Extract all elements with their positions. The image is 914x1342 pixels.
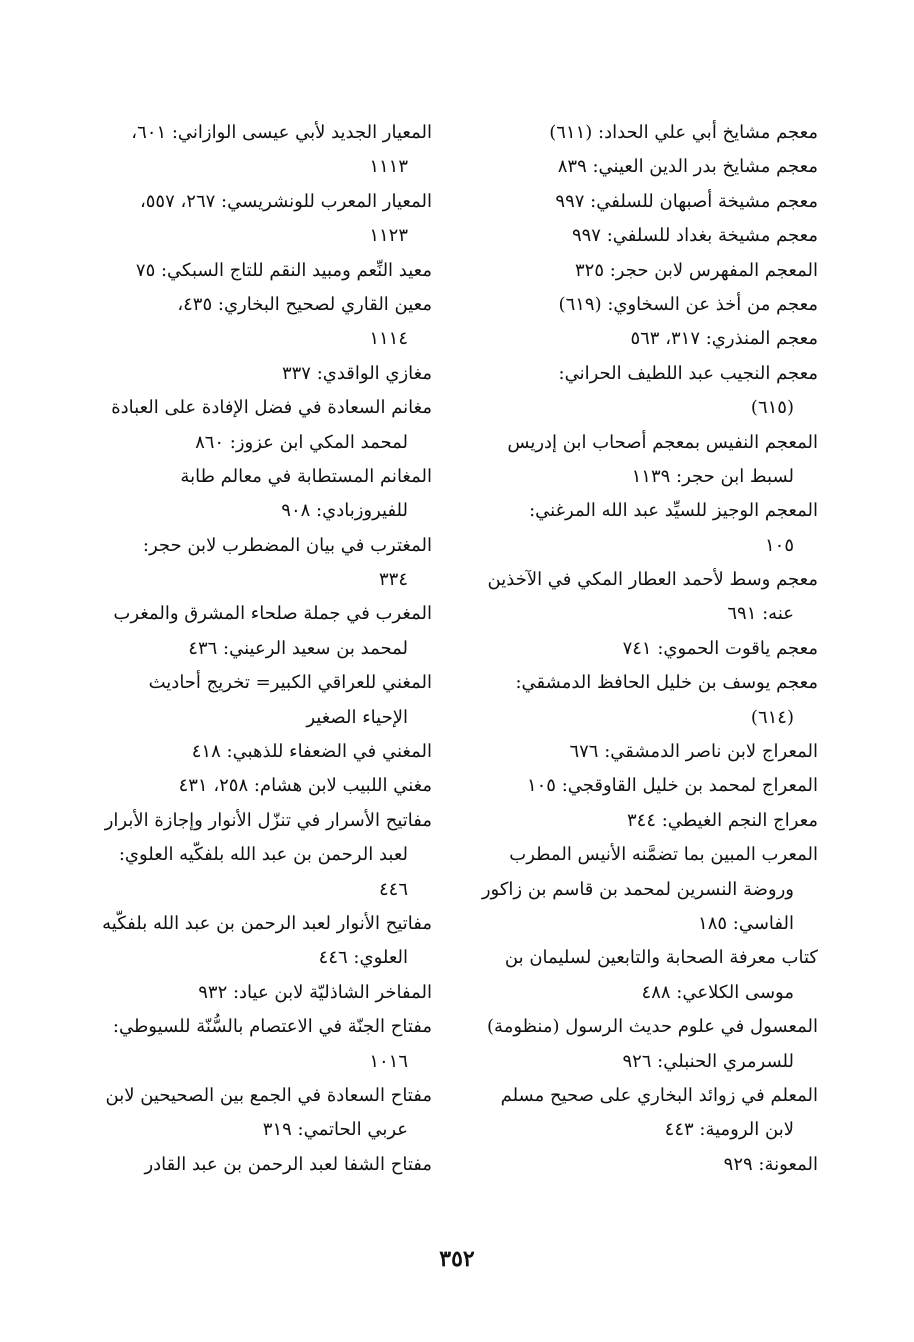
entry-continuation-line: لمحمد بن سعيد الرعيني: ٤٣٦ — [188, 637, 408, 659]
index-entry — [72, 804, 432, 907]
index-entry — [72, 666, 432, 735]
index-entry — [72, 391, 432, 460]
index-entry — [72, 976, 432, 1010]
index-entry — [458, 150, 818, 184]
entry-line: مغانم السعادة في فضل الإفادة على العبادة — [111, 397, 432, 419]
entry-continuation-line: لسبط ابن حجر: ١١٣٩ — [631, 465, 794, 487]
entry-line: معجم من أخذ عن السخاوي: (٦١٩) — [558, 293, 818, 315]
entry-line: معجم مشيخة أصبهان للسلفي: ٩٩٧ — [555, 190, 818, 212]
entry-line: مغني اللبيب لابن هشام: ٢٥٨، ٤٣١ — [178, 775, 432, 797]
index-entry — [458, 941, 818, 1010]
entry-line: مغازي الواقدي: ٣٣٧ — [281, 362, 432, 384]
index-entry — [72, 185, 432, 254]
index-entry — [458, 1010, 818, 1079]
index-entry — [72, 1010, 432, 1079]
index-entry — [72, 529, 432, 598]
index-entry — [458, 322, 818, 356]
index-entry — [458, 563, 818, 632]
entry-line: المعونة: ٩٢٩ — [723, 1153, 818, 1175]
index-entry — [458, 288, 818, 322]
entry-continuation-line: ٤٤٦ — [378, 878, 408, 900]
entry-line: مفتاح الجنّة في الاعتصام بالسُّنّة للسيوطي: — [112, 1016, 432, 1038]
entry-line: المعيار الجديد لأبي عيسى الوازاني: ٦٠١، — [131, 122, 432, 143]
entry-line: معجم مشايخ أبي علي الحداد: (٦١١) — [549, 122, 818, 143]
entry-line: معجم النجيب عبد اللطيف الحراني: — [558, 362, 818, 384]
entry-line: معجم وسط لأحمد العطار المكي في الآخذين — [487, 569, 818, 591]
entry-line: معين القاري لصحيح البخاري: ٤٣٥، — [177, 293, 432, 315]
index-entry — [458, 219, 818, 253]
entry-line: المعجم النفيس بمعجم أصحاب ابن إدريس — [507, 431, 818, 453]
index-entry — [458, 769, 818, 803]
index-entry — [458, 357, 818, 426]
index-entry — [458, 1148, 818, 1182]
entry-line: المغني في الضعفاء للذهبي: ٤١٨ — [191, 741, 432, 763]
entry-line: المغرب في جملة صلحاء المشرق والمغرب — [113, 603, 432, 625]
index-entry — [458, 804, 818, 838]
index-entry — [458, 838, 818, 941]
entry-line: المعسول في علوم حديث الرسول (منظومة) — [487, 1016, 818, 1038]
entry-continuation-line: (٦١٥) — [750, 397, 794, 419]
entry-continuation-line: العلوي: ٤٤٦ — [318, 947, 408, 969]
entry-continuation-line: لابن الرومية: ٤٤٣ — [664, 1119, 794, 1141]
entry-continuation-line: ١٠٥ — [764, 534, 794, 556]
entry-line: معجم المنذري: ٣١٧، ٥٦٣ — [630, 328, 818, 350]
entry-continuation-line: للسرمري الحنبلي: ٩٢٦ — [622, 1050, 794, 1072]
entry-line: المغني للعراقي الكبير= تخريج أحاديث — [148, 672, 432, 694]
entry-line: معجم يوسف بن خليل الحافظ الدمشقي: — [515, 672, 818, 694]
entry-line: المعراج لابن ناصر الدمشقي: ٦٧٦ — [569, 741, 818, 763]
entry-continuation-line: لمحمد المكي ابن عزوز: ٨٦٠ — [195, 431, 408, 453]
entry-continuation-line: الفاسي: ١٨٥ — [698, 912, 794, 934]
entry-line: مفاتيح الأنوار لعبد الرحمن بن عبد الله بلفكّيه — [102, 912, 432, 934]
entry-line: المفاخر الشاذليّة لابن عياد: ٩٣٢ — [198, 981, 432, 1003]
index-entry — [72, 357, 432, 391]
index-entry — [458, 632, 818, 666]
entry-line: المعجم الوجيز للسيِّد عبد الله المرغني: — [529, 500, 818, 522]
entry-continuation-line: ١٠١٦ — [369, 1050, 408, 1072]
entry-continuation-line: ١١١٤ — [369, 328, 408, 350]
index-column-right — [458, 116, 818, 1182]
entry-continuation-line: ٣٣٤ — [378, 569, 408, 591]
index-entry — [458, 735, 818, 769]
entry-line: مفتاح السعادة في الجمع بين الصحيحين لابن — [105, 1084, 432, 1106]
entry-line: المعلم في زوائد البخاري على صحيح مسلم — [500, 1084, 818, 1106]
index-entry — [458, 426, 818, 495]
entry-line: كتاب معرفة الصحابة والتابعين لسليمان بن — [504, 947, 818, 969]
entry-continuation-line: للفيروزبادي: ٩٠٨ — [281, 500, 408, 522]
index-entry — [72, 288, 432, 357]
entry-line: معراج النجم الغيطي: ٣٤٤ — [626, 809, 818, 831]
entry-continuation-line: (٦١٤) — [750, 706, 794, 728]
index-entry — [72, 735, 432, 769]
entry-continuation-line: موسى الكلاعي: ٤٨٨ — [641, 981, 794, 1003]
index-entry — [72, 460, 432, 529]
entry-line: معيد النِّعم ومبيد النقم للتاج السبكي: ٧٥ — [135, 259, 432, 281]
index-entry — [458, 116, 818, 150]
index-entry — [458, 254, 818, 288]
index-entry — [72, 1148, 432, 1182]
page-number: ٣٥٢ — [439, 1246, 475, 1272]
index-entry — [72, 597, 432, 666]
index-entry — [72, 907, 432, 976]
entry-continuation-line: عربي الحاتمي: ٣١٩ — [262, 1119, 408, 1141]
entry-line: معجم مشايخ بدر الدين العيني: ٨٣٩ — [557, 156, 818, 178]
entry-line: مفتاح الشفا لعبد الرحمن بن عبد القادر — [144, 1153, 432, 1175]
entry-line: المغترب في بيان المضطرب لابن حجر: — [142, 534, 432, 556]
entry-continuation-line: عنه: ٦٩١ — [727, 603, 794, 625]
index-entry — [458, 1079, 818, 1148]
index-entry — [72, 769, 432, 803]
entry-continuation-line: ١١١٣ — [369, 156, 408, 178]
index-entry — [458, 666, 818, 735]
entry-continuation-line: الإحياء الصغير — [306, 706, 408, 728]
entry-line: معجم ياقوت الحموي: ٧٤١ — [622, 637, 818, 659]
entry-line: المعيار المعرب للونشريسي: ٢٦٧، ٥٥٧، — [139, 190, 432, 212]
entry-line: المعجم المفهرس لابن حجر: ٣٢٥ — [575, 259, 818, 281]
index-entry — [72, 254, 432, 288]
entry-line: المغانم المستطابة في معالم طابة — [180, 465, 432, 487]
index-entry — [72, 1079, 432, 1148]
entry-line: معجم مشيخة بغداد للسلفي: ٩٩٧ — [571, 225, 818, 247]
entry-line: المعراج لمحمد بن خليل القاوقجي: ١٠٥ — [526, 775, 818, 797]
entry-line: المعرب المبين بما تضمَّنه الأنيس المطرب — [509, 844, 818, 866]
entry-line: مفاتيح الأسرار في تنزّل الأنوار وإجازة الأبرار — [104, 809, 432, 831]
index-entry — [72, 116, 432, 185]
entry-continuation-line: وروضة النسرين لمحمد بن قاسم بن زاكور — [481, 878, 794, 900]
index-entry — [458, 494, 818, 563]
entry-continuation-line: ١١٢٣ — [369, 225, 408, 247]
index-column-left — [72, 116, 432, 1182]
index-entry — [458, 185, 818, 219]
entry-continuation-line: لعبد الرحمن بن عبد الله بلفكّيه العلوي: — [118, 844, 408, 866]
